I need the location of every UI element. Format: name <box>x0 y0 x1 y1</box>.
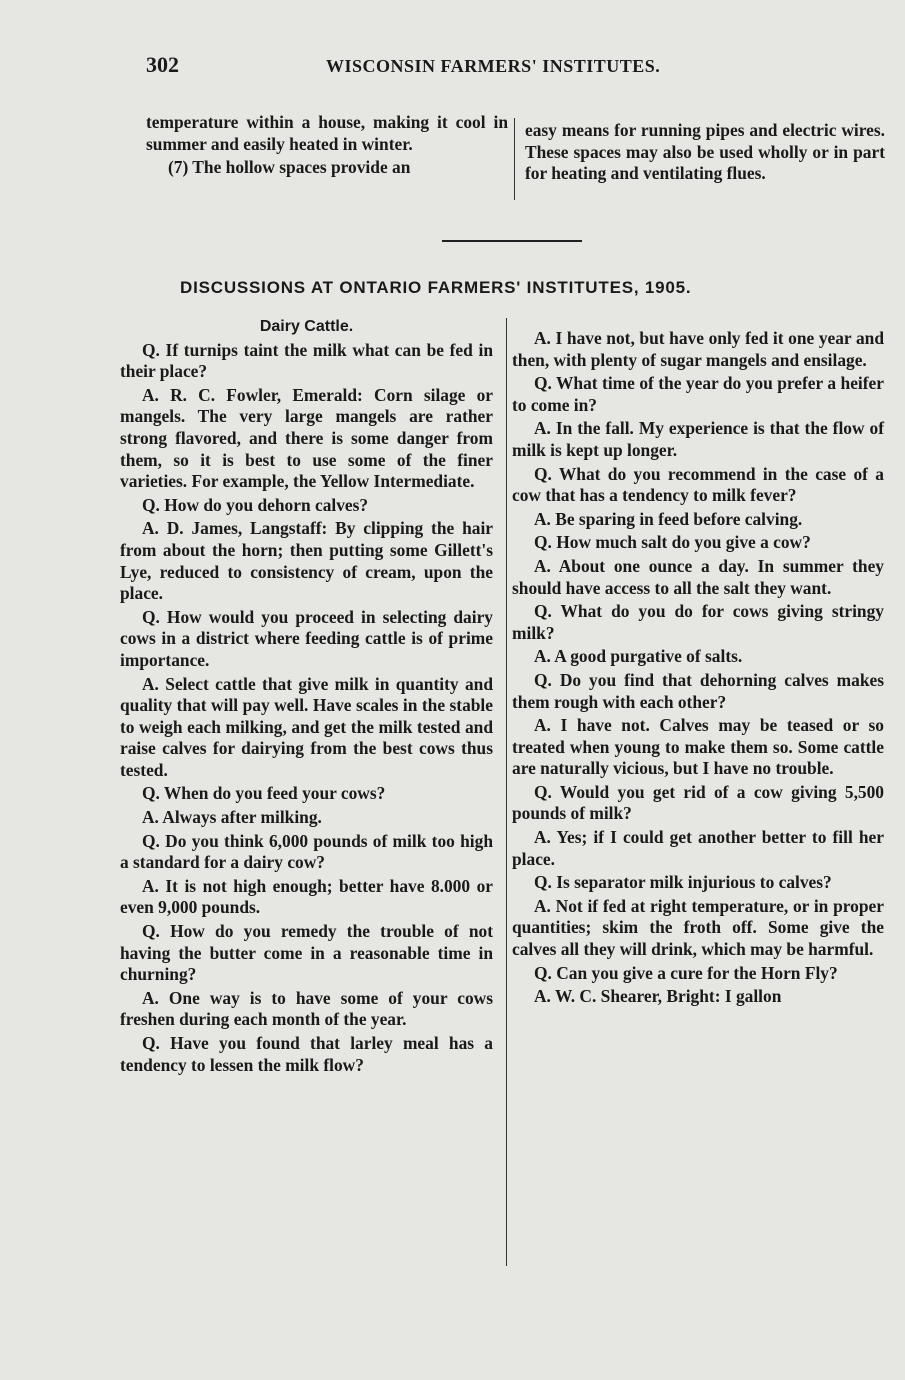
section-rule <box>442 240 582 242</box>
qa-paragraph: Q. How much salt do you give a cow? <box>534 532 811 553</box>
running-head: WISCONSIN FARMERS' INSTITUTES. <box>326 56 661 76</box>
qa-paragraph: Q. How do you remedy the trouble of not having the butter come in a reasonable time in churning? <box>120 921 493 985</box>
qa-paragraph: A. I have not. Calves may be teased or so treated when young to make them so. Some cattle are naturally vicious, but I have no trouble. <box>512 715 884 779</box>
qa-paragraph: Q. How would you proceed in selecting dairy cows in a district where feeding cattle is of prime importance. <box>120 606 493 670</box>
qa-paragraph: Q. What do you recommend in the case of a cow that has a tendency to milk fever? <box>512 463 884 506</box>
qa-paragraph: A. Always after milking. <box>142 807 322 828</box>
left-column <box>120 316 493 1076</box>
qa-paragraph: Q. How do you dehorn calves? <box>142 494 369 515</box>
page-number: 302 <box>146 52 179 77</box>
qa-paragraph: Q. Would you get rid of a cow giving 5,500 pounds of milk? <box>512 781 884 824</box>
qa-paragraph: Q. What time of the year do you prefer a heifer to come in? <box>512 373 884 415</box>
subheading: Dairy Cattle. <box>259 318 354 335</box>
qa-paragraph: A. I have not, but have only fed it one year and then, with plenty of sugar mangels and ensilage. <box>512 328 884 370</box>
qa-paragraph: A. Select cattle that give milk in quantity and quality that will pay well. Have scales in the stable to weigh each milking, and get the milk tested and raise calves for dairying from the best cows thus tested. <box>120 673 493 780</box>
qa-paragraph: A. Not if fed at right temperature, or in proper quantities; skim the froth off. Some give the calves all they will drink, which may be harmful. <box>512 895 884 960</box>
qa-paragraph: Q. When do you feed your cows? <box>142 783 386 804</box>
qa-paragraph: Q. Do you think 6,000 pounds of milk too high a standard for a dairy cow? <box>120 830 493 873</box>
qa-paragraph: Q. Can you give a cure for the Horn Fly? <box>534 962 838 983</box>
qa-paragraph: Q. If turnips taint the milk what can be fed in their place? <box>120 339 493 382</box>
top-left-column <box>146 112 508 179</box>
qa-paragraph: A. About one ounce a day. In summer they should have access to all the salt they want. <box>512 555 884 598</box>
column-divider <box>514 118 515 200</box>
qa-paragraph: A. Be sparing in feed before calving. <box>534 508 803 529</box>
qa-paragraph: Q. What do you do for cows giving stringy milk? <box>512 601 884 643</box>
paragraph: (7) The hollow spaces provide an <box>168 157 411 178</box>
qa-paragraph: A. W. C. Shearer, Bright: I gallon <box>534 986 782 1007</box>
qa-paragraph: A. Yes; if I could get another better to fill her place. <box>512 827 884 869</box>
qa-paragraph: A. It is not high enough; better have 8.000 or even 9,000 pounds. <box>120 875 493 918</box>
qa-paragraph: Q. Do you find that dehorning calves makes them rough with each other? <box>512 669 884 712</box>
top-right-column <box>525 120 885 185</box>
qa-paragraph: A. A good purgative of salts. <box>534 646 743 667</box>
qa-paragraph: A. In the fall. My experience is that the flow of milk is kept up longer. <box>512 418 884 460</box>
column-divider <box>506 318 507 1266</box>
qa-paragraph: Q. Have you found that larley meal has a tendency to lessen the milk flow? <box>120 1033 493 1075</box>
qa-paragraph: A. One way is to have some of your cows freshen during each month of the year. <box>120 987 493 1030</box>
qa-paragraph: Q. Is separator milk injurious to calves? <box>534 872 832 893</box>
qa-paragraph: A. D. James, Langstaff: By clipping the hair from about the horn; then putting some Gillett's Lye, reduced to consistency of cream, upon the place. <box>120 518 493 604</box>
paragraph: temperature within a house, making it cool in summer and easily heated in winter. <box>146 112 508 154</box>
section-title: DISCUSSIONS AT ONTARIO FARMERS' INSTITUTES, 1905. <box>180 278 692 297</box>
page-header <box>146 52 886 86</box>
paragraph: easy means for running pipes and electric wires. These spaces may also be used wholly or in part for heating and ventilating flues. <box>525 120 885 184</box>
right-column <box>512 328 884 1008</box>
qa-paragraph: A. R. C. Fowler, Emerald: Corn silage or mangels. The very large mangels are rather strong flavored, and there is some danger from them, so it is best to use some of the finer varieties. For example, the Yellow Intermediate. <box>120 384 493 492</box>
